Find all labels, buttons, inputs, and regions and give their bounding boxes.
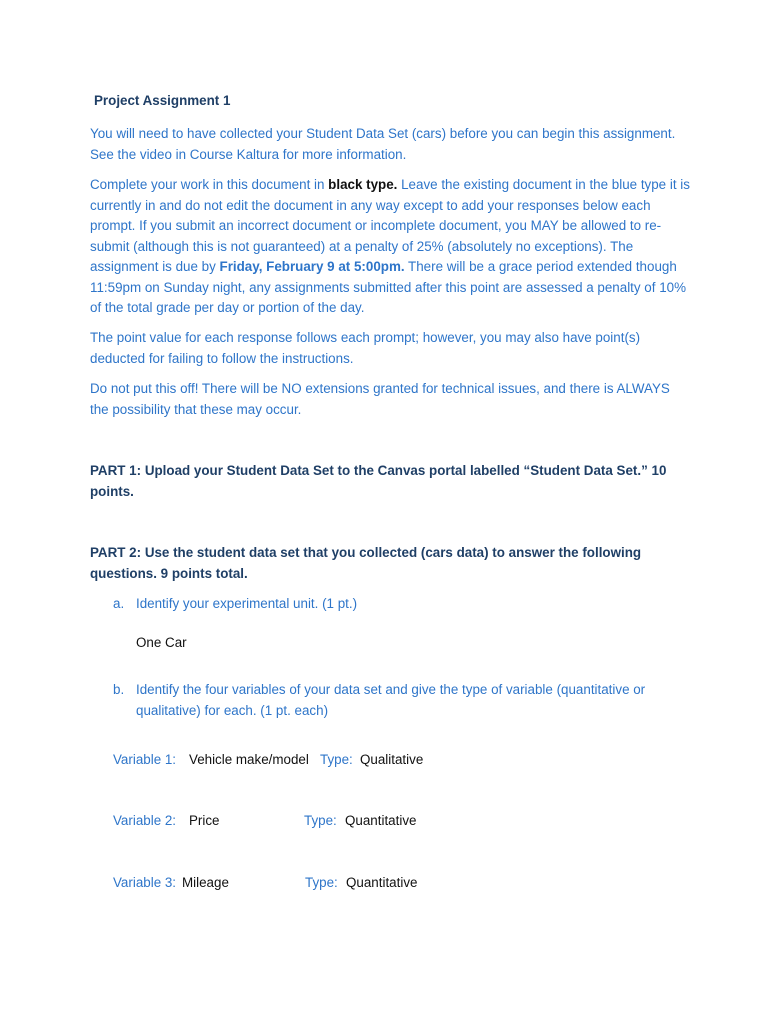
variable-1-label: Variable 1: — [113, 752, 177, 767]
part2-label: PART 2: — [90, 545, 142, 560]
item-a-prompt: Identify your experimental unit. (1 pt.) — [136, 596, 358, 611]
variable-1-value: Vehicle make/model — [189, 752, 309, 767]
intro-paragraph-3: The point value for each response follows each prompt; however, you may also have point(s) deducted for failing to follow the instructions. — [90, 330, 641, 366]
variable-3-type-value: Quantitative — [346, 875, 418, 890]
intro-p2-text-c: There will be a grace period extended though 11:59pm on Sunday night, any assignments submitted after this point are assessed a penalty of 10% of the total grade per day or portion of the day. — [90, 259, 686, 315]
item-a-answer: One Car — [136, 635, 187, 650]
variable-1-type-value: Qualitative — [360, 752, 424, 767]
part1-heading — [90, 461, 690, 502]
item-b-letter: b. — [113, 682, 125, 697]
intro-paragraph-2 — [90, 175, 690, 319]
intro-p2-text-a: Complete your work in this document in — [90, 177, 329, 192]
variable-2-type-label: Type: — [304, 813, 337, 828]
intro-p2-text-b: Leave the existing document in the blue type it is currently in and do not edit the document in any way except to add your responses below each prompt. If you submit an incorrect document or incomplete document, you MAY be allowed to re-submit (although this is not guaranteed) at a penalty of 25% (absolutely no exceptions). The assignment is due by — [90, 177, 690, 274]
intro-paragraph-1: You will need to have collected your Student Data Set (cars) before you can begin this assignment. See the video in Course Kaltura for more information. — [90, 126, 676, 162]
item-b-prompt: Identify the four variables of your data set and give the type of variable (quantitative or qualitative) for each. (1 pt. each) — [136, 682, 646, 718]
variable-2-type-value: Quantitative — [345, 813, 417, 828]
variable-1-type-label: Type: — [320, 752, 353, 767]
intro-p2-bold-black-type: black type. — [328, 177, 398, 192]
page-title: Project Assignment 1 — [94, 93, 231, 108]
variable-3-type-label: Type: — [305, 875, 338, 890]
part1-label: PART 1: — [90, 463, 142, 478]
part2-text: Use the student data set that you collected (cars data) to answer the following questions. 9 points total. — [90, 545, 642, 581]
item-a-letter: a. — [113, 596, 125, 611]
variable-2-value: Price — [189, 813, 220, 828]
intro-paragraph-4: Do not put this off! There will be NO extensions granted for technical issues, and there is ALWAYS the possibility that these may occur. — [90, 381, 670, 417]
variable-2-label: Variable 2: — [113, 813, 177, 828]
variable-3-value: Mileage — [182, 875, 229, 890]
part2-heading — [90, 543, 690, 584]
part1-text: Upload your Student Data Set to the Canvas portal labelled “Student Data Set.” 10 points. — [90, 463, 667, 499]
intro-p2-bold-due-date: Friday, February 9 at 5:00pm. — [219, 259, 405, 274]
variable-3-label: Variable 3: — [113, 875, 177, 890]
